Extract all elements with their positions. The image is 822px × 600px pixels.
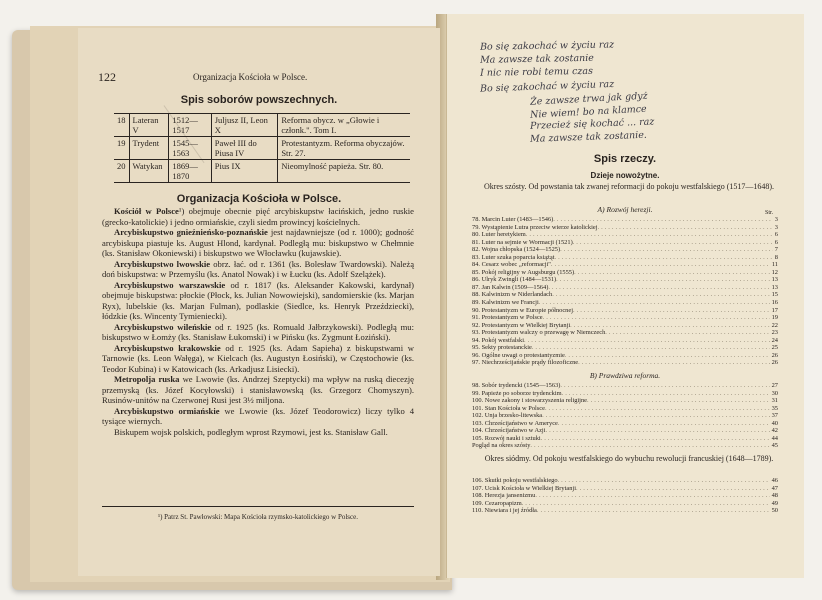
- paragraph-text: jest najdawniejsze (od r. 1000); godność arcybiskupa piastuje ks. August Hlond, kardynał. Podległą mu: biskupstwo w Chełmnie (ks. Stanisław Okoniewski) i biskupstwo we Włocławku (kujawskie).: [102, 227, 414, 258]
- toc-entry-title: 109. Cezaropapizm: [472, 499, 522, 507]
- toc-entry-title: 93. Protestantyzm walczy o przewagę w Niemczech: [472, 329, 606, 337]
- toc-entry-page: 12: [771, 268, 778, 276]
- handwriting-line: Nie wiem! bo na klamce: [529, 103, 647, 121]
- organization-title: Organizacja Kościoła w Polsce.: [176, 193, 342, 205]
- part-b-heading: B) Prawdziwa reforma.: [589, 371, 661, 380]
- toc-leader-dots: [560, 382, 769, 390]
- council-cell: Lateran V: [129, 114, 169, 137]
- toc-entry: [472, 412, 778, 420]
- toc-leader-dots: [587, 397, 770, 405]
- toc-leader-dots: [532, 344, 770, 352]
- toc-leader-dots: [562, 390, 770, 398]
- toc-leader-dots: [542, 412, 770, 420]
- toc-entry: [472, 352, 778, 360]
- toc-leader-dots: [570, 322, 769, 330]
- toc-entry-page: 45: [771, 442, 778, 450]
- paragraph-text: obrz. łać. od r. 1361 (ks. Bolesław Twardowski). Należą doń biskupstwa: w Przemyślu (ks. Anatol Nowak) i w Łucku (ks. Adolf Szelążek).: [102, 258, 415, 279]
- toc-entry: [472, 254, 778, 262]
- page-number: 122: [98, 70, 116, 84]
- toc-leader-dots: [551, 261, 770, 269]
- council-row: [114, 114, 410, 137]
- toc-entry-title: 83. Luter szuka poparcia książąt: [472, 253, 555, 261]
- toc-entry-page: 35: [771, 404, 778, 412]
- toc-entry-title: 85. Pokój religijny w Augsburgu (1555): [472, 268, 575, 276]
- toc-entry: [472, 442, 778, 450]
- toc-leader-dots: [537, 507, 770, 515]
- toc-entry-page: 46: [771, 477, 778, 484]
- toc-entry-title: 100. Nowe zakony i stowarzyszenia religijne: [472, 397, 587, 405]
- paragraph-text: Biskupem wojsk polskich, podległym wprost Rzymowi, jest ks. Stanisław Gall.: [114, 426, 388, 437]
- toc-entry-title: 98. Sobór trydencki (1545—1563): [472, 382, 561, 389]
- toc-leader-dots: [548, 284, 769, 292]
- toc-entry-page: 11: [771, 261, 778, 269]
- body-paragraph: [102, 259, 414, 280]
- council-row: [114, 160, 410, 183]
- body-paragraph: [102, 206, 414, 227]
- toc-entry: [472, 390, 778, 398]
- toc-leader-dots: [597, 224, 772, 232]
- toc-leader-dots: [578, 359, 770, 367]
- councils-table: [114, 113, 410, 183]
- handwriting-line: I nic nie robi temu czas: [479, 65, 594, 79]
- toc-entry-title: 97. Niechrześcijańskie prądy filozoficzne: [472, 359, 579, 367]
- toc-entry: [472, 314, 778, 322]
- paragraph-text: od r. 1817 (ks. Aleksander Kakowski, kardynał) obejmuje biskupstwa: płockie (Płock, ks. Julian Nowowiejski), sandomierskie (ks. Marjan Ryx), lubelskie (ks. Marjan Fulman), podlaskie (Siedlce, ks. Henryk Przeździecki), łódzkie (ks. Wincenty Tymieniecki).: [102, 279, 414, 321]
- toc-entry: [472, 359, 778, 367]
- toc-leader-dots: [558, 420, 770, 428]
- period-six-heading: Okres szósty. Od powstania tak zwanej reformacji do pokoju westfalskiego (1517—1648).: [483, 182, 775, 191]
- toc-list-b: [472, 382, 778, 450]
- handwriting-line: Przecież się kochać ... raz: [529, 116, 655, 132]
- handwriting-line: Ma zawsze tak zostanie: [479, 52, 594, 66]
- toc-entry-page: 6: [774, 238, 778, 246]
- toc-entry: [472, 427, 778, 435]
- handwriting-line: Że zawsze trwa jak gdyż: [529, 90, 648, 108]
- toc-entry-page: 31: [771, 397, 778, 405]
- toc-entry-page: 19: [771, 314, 778, 322]
- toc-entry-page: 3: [774, 223, 778, 231]
- period-seven-heading: Okres siódmy. Od pokoju westfalskiego do wybuchu rewolucji francuskiej (1648—1789).: [484, 454, 774, 463]
- toc-entry-page: 37: [771, 412, 778, 420]
- toc-entry: [472, 405, 778, 413]
- toc-entry-title: 108. Herezja jansenizmu: [472, 492, 536, 500]
- toc-entry: [472, 299, 778, 307]
- toc-entry: [472, 322, 778, 330]
- body-paragraph: [102, 427, 414, 438]
- council-cell: 20: [114, 160, 129, 183]
- toc-entry-title: 91. Protestantyzm w Polsce: [472, 314, 543, 322]
- council-cell: Nieomylność papieża. Str. 80.: [281, 161, 384, 171]
- paragraph-lead: Arcybiskupstwo wileńskie: [114, 321, 212, 332]
- council-cell: 18: [114, 114, 129, 137]
- toc-entry-page: 24: [771, 336, 778, 344]
- paragraph-text: we Lwowie (ks. Józef Teodorowicz) liczy tylko 4 tysiące wiernych.: [102, 405, 414, 426]
- paragraph-text: ¹) obejmuje obecnie pięć arcybiskupstw łacińskich, jedno ruskie (grecko-katolickie) i jedno ormiańskie, czyli siedm prowincyj kościelnych.: [102, 206, 414, 227]
- toc-leader-dots: [552, 291, 769, 299]
- council-cell: Trydent: [129, 137, 169, 160]
- council-cell: Juljusz II, Leon X: [211, 114, 278, 137]
- toc-entry-page: 15: [771, 291, 778, 299]
- toc-list-a: [472, 216, 778, 367]
- toc-entry: [472, 435, 778, 443]
- toc-leader-dots: [565, 352, 770, 360]
- toc-leader-dots: [605, 329, 769, 337]
- body-paragraph: [102, 322, 414, 343]
- toc-entry-page: 6: [774, 231, 778, 239]
- toc-entry: [472, 284, 778, 292]
- paragraph-lead: Arcybiskupstwo ormiańskie: [114, 405, 220, 416]
- part-a-heading: A) Rozwój herezji.: [597, 205, 653, 214]
- toc-entry-title: 88. Kalwinizm w Niderlandach: [472, 291, 553, 299]
- council-cell: 1545—1563: [169, 137, 211, 160]
- toc-entry-title: 101. Stan Kościoła w Polsce: [472, 404, 545, 412]
- toc-leader-dots: [560, 246, 773, 254]
- toc-entry-page: 42: [771, 427, 778, 435]
- council-cell: Protestantyzm. Reforma obyczajów. Str. 27.: [281, 138, 405, 158]
- toc-entry-title: 95. Sekty protestanckie: [472, 344, 532, 352]
- handwritten-note: [479, 38, 800, 145]
- toc-entry-page: 26: [771, 351, 778, 359]
- running-title: Organizacja Kościoła w Polsce.: [193, 72, 308, 82]
- paragraph-lead: Arcybiskupstwo gnieźnieńsko-poznańskie: [114, 227, 268, 237]
- toc-entry: [472, 329, 778, 337]
- toc-entry-title: 96. Ogólne uwagi o protestantyzmie: [472, 351, 565, 359]
- toc-entry-page: 30: [771, 389, 778, 397]
- toc-entry-title: 107. Ucisk Kościoła w Wielkiej Brytanji: [472, 484, 576, 492]
- toc-leader-dots: [576, 485, 770, 493]
- toc-entry: [472, 291, 778, 299]
- toc-leader-dots: [574, 269, 769, 277]
- toc-leader-dots: [526, 231, 773, 239]
- toc-entry-title: 92. Protestantyzm w Wielkiej Brytanji: [472, 321, 571, 329]
- page-column-label: Str.: [765, 210, 774, 216]
- toc-entry-page: 44: [771, 434, 778, 442]
- councils-title: Spis soborów powszechnych.: [180, 94, 338, 106]
- footnote: ¹) Patrz St. Pawłowski: Mapa Kościoła rzymsko-katolickiego w Polsce.: [102, 506, 414, 521]
- toc-leader-dots: [553, 216, 773, 224]
- toc-entry-title: Pogląd na okres szósty: [472, 442, 531, 450]
- handwriting-line: Ma zawsze tak zostanie.: [529, 129, 648, 145]
- toc-entry-page: 17: [771, 306, 778, 314]
- toc-entry: [472, 216, 778, 224]
- toc-leader-dots: [539, 299, 770, 307]
- paragraph-text: we Lwowie (ks. Andrzej Szeptycki) ma wpływ na ruską diecezję przemyską (ks. Józef Kocyłowski) i stanisławowską (ks. Grzegorz Chomyszyn). Rusinów-unitów na Czerwonej Rusi jest 3½ miljona.: [102, 374, 414, 405]
- toc-entry-page: 3: [774, 216, 778, 223]
- paragraph-lead: Arcybiskupstwo lwowskie: [114, 258, 211, 269]
- toc-entry: [472, 239, 778, 247]
- toc-entry-title: 80. Luter heretykiem: [472, 231, 526, 239]
- paragraph-lead: Metropolja ruska: [114, 374, 180, 384]
- toc-entry-page: 50: [771, 507, 778, 515]
- body-paragraph: [102, 227, 414, 259]
- body-paragraph: [102, 406, 414, 427]
- paragraph-lead: Arcybiskupstwo krakowskie: [114, 342, 221, 353]
- toc-entry-title: 110. Niewiara i jej źródła: [472, 507, 537, 515]
- toc-entry-page: 26: [771, 359, 778, 367]
- toc-entry-page: 16: [771, 299, 778, 307]
- toc-entry-page: 22: [771, 321, 778, 329]
- toc-entry-title: 103. Chrześcijaństwo w Ameryce: [472, 419, 558, 427]
- toc-leader-dots: [545, 427, 769, 435]
- toc-leader-dots: [545, 405, 770, 413]
- toc-leader-dots: [524, 337, 770, 345]
- toc-leader-dots: [573, 307, 770, 315]
- council-cell: 1512—1517: [169, 114, 211, 137]
- toc-entry-title: 86. Ulryk Zwingli (1484—1531): [472, 276, 557, 284]
- contents-title: Spis rzeczy.: [593, 153, 657, 165]
- paragraph-lead: Kościół w Polsce: [114, 206, 179, 216]
- toc-entry: [472, 269, 778, 277]
- toc-leader-dots: [556, 276, 769, 284]
- toc-entry-title: 81. Luter na sejmie w Wormacji (1521): [472, 238, 573, 246]
- toc-entry-page: 23: [771, 329, 778, 337]
- toc-entry-title: 94. Pokój westfalski: [472, 336, 525, 344]
- organization-body: [102, 206, 414, 437]
- body-paragraph: [102, 374, 414, 406]
- toc-entry-title: 90. Protestantyzm w Europie północnej: [472, 306, 573, 314]
- toc-leader-dots: [541, 435, 770, 443]
- toc-entry: [472, 337, 778, 345]
- toc-entry: [472, 276, 778, 284]
- toc-entry-title: 104. Chrześcijaństwo w Azji: [472, 427, 546, 435]
- paragraph-text: od r. 1925 (ks. Romuald Jałbrzykowski). Podległą mu: biskupstwo w Łomży (ks. Stanisław Łukomski) i w Pińsku (ks. Zygmunt Łoziński).: [102, 321, 414, 342]
- toc-leader-dots: [573, 239, 773, 247]
- toc-entry-page: 7: [774, 246, 778, 254]
- council-cell: Watykan: [129, 160, 169, 183]
- toc-entry-page: 27: [771, 382, 778, 389]
- toc-entry: [472, 420, 778, 428]
- toc-entry: [472, 485, 778, 493]
- toc-leader-dots: [543, 314, 770, 322]
- toc-entry-title: 105. Rozwój nauki i sztuki: [472, 434, 541, 442]
- toc-entry-page: 25: [771, 344, 778, 352]
- toc-entry: [472, 231, 778, 239]
- toc-entry: [472, 246, 778, 254]
- toc-entry-page: 13: [771, 276, 778, 284]
- toc-entry: [472, 477, 778, 485]
- council-row: [114, 137, 410, 160]
- toc-entry-page: 47: [771, 484, 778, 492]
- toc-entry: [472, 382, 778, 390]
- body-paragraph: [102, 343, 414, 375]
- toc-entry: [472, 397, 778, 405]
- toc-entry: [472, 344, 778, 352]
- toc-entry-title: 106. Skutki pokoju westfalskiego: [472, 477, 558, 484]
- council-cell: Paweł III do Piusa IV: [211, 137, 278, 160]
- toc-entry-page: 40: [771, 419, 778, 427]
- council-cell: 1869—1870: [169, 160, 211, 183]
- toc-entry-title: 102. Unja brzesko-litewska: [472, 412, 543, 420]
- toc-leader-dots: [530, 442, 769, 450]
- toc-leader-dots: [535, 492, 769, 500]
- toc-entry: [472, 507, 778, 515]
- paragraph-text: od r. 1925 (ks. Adam Sapieha) z biskupstwami w Tarnowie (ks. Leon Wałęga), w Kielcach (ks. Augustyn Łosiński), w Częstochowie (ks. Teodor Kubina) i w Katowicach (ks. Arkadjusz Lisiecki).: [102, 342, 414, 374]
- paragraph-lead: Arcybiskupstwo warszawskie: [114, 279, 226, 290]
- toc-entry: [472, 261, 778, 269]
- contents-subtitle: Dzieje nowożytne.: [590, 171, 660, 180]
- toc-entry-title: 99. Papieże po soborze trydenckim: [472, 389, 562, 397]
- toc-entry: [472, 224, 778, 232]
- toc-entry-title: 78. Marcin Luter (1483—1546): [472, 216, 554, 223]
- toc-entry-page: 49: [771, 499, 778, 507]
- council-cell: 19: [114, 137, 129, 160]
- handwriting-line: Bo się zakochać w życiu raz: [479, 78, 615, 95]
- toc-entry-title: 82. Wojna chłopska (1524—1525): [472, 246, 561, 254]
- toc-list-c: [472, 477, 778, 515]
- handwriting-line: Bo się zakochać w życiu raz: [479, 39, 615, 53]
- toc-leader-dots: [558, 477, 770, 485]
- toc-entry: [472, 307, 778, 315]
- toc-entry-title: 84. Cesarz wobec „reformacji": [472, 261, 551, 269]
- toc-entry: [472, 500, 778, 508]
- council-cell: Reforma obycz. w „Głowie i członk.". Tom I.: [281, 115, 380, 135]
- toc-entry-title: 87. Jan Kalwin (1509—1564): [472, 283, 549, 291]
- toc-entry: [472, 492, 778, 500]
- toc-entry-title: 79. Wystąpienie Lutra przeciw wierze katolickiej: [472, 223, 598, 231]
- council-cell: Pius IX: [211, 160, 278, 183]
- toc-leader-dots: [522, 500, 770, 508]
- toc-leader-dots: [555, 254, 773, 262]
- toc-entry-page: 13: [771, 283, 778, 291]
- toc-entry-page: 8: [774, 253, 778, 261]
- toc-entry-title: 89. Kalwinizm we Francji: [472, 299, 539, 307]
- body-paragraph: [102, 280, 414, 322]
- toc-entry-page: 48: [771, 492, 778, 500]
